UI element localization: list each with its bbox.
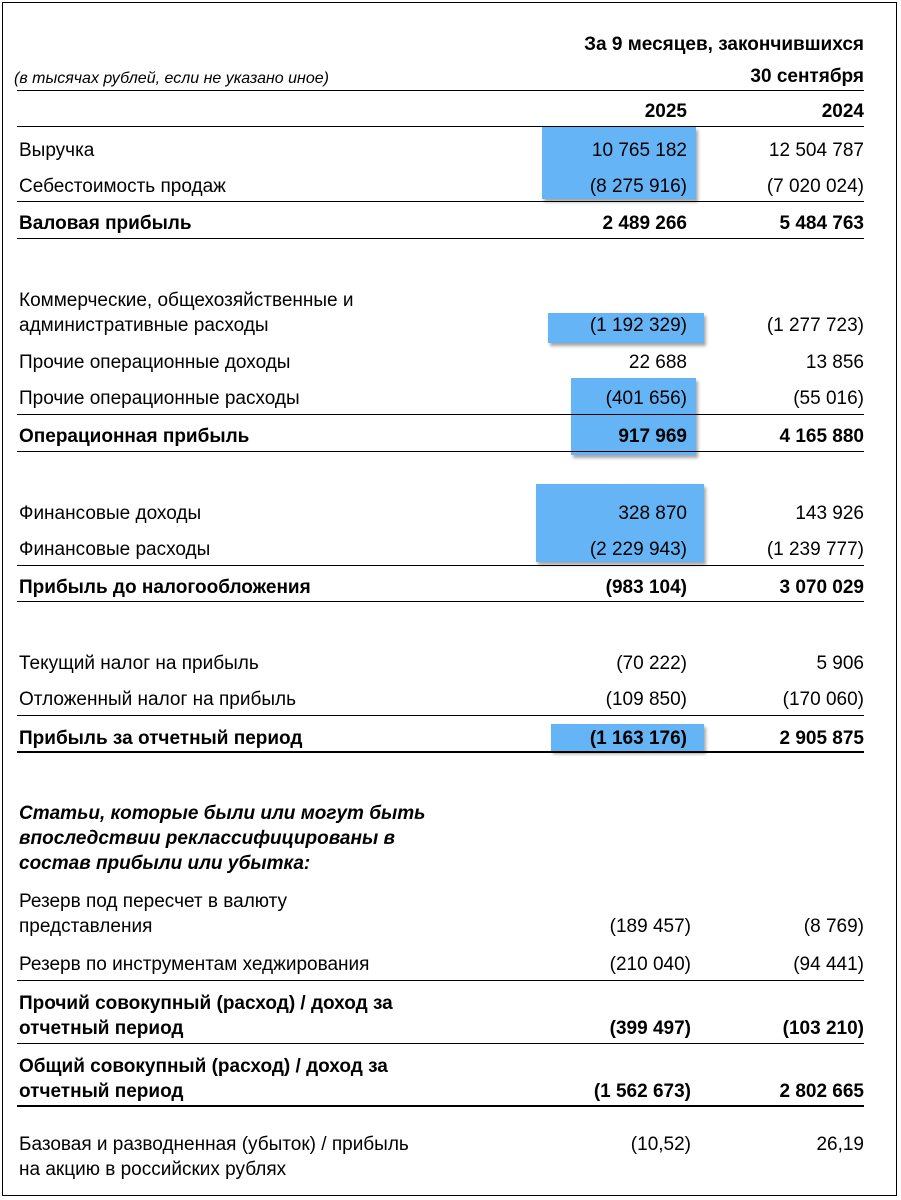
deferred-tax-label: Отложенный налог на прибыль: [19, 689, 296, 710]
oci-heading-3: состав прибыли или убытка:: [19, 853, 311, 874]
period-end: 30 сентября: [750, 66, 864, 87]
finance-costs-2025: (2 229 943): [589, 539, 687, 560]
finance-income-2024: 143 926: [795, 503, 864, 524]
revenue-label: Выручка: [19, 140, 95, 161]
year-prior: 2024: [821, 101, 864, 122]
revenue-2024: 12 504 787: [768, 140, 864, 161]
total-ci-label-1: Общий совокупный (расход) / доход за: [19, 1056, 388, 1077]
finance-income-label: Финансовые доходы: [19, 503, 202, 524]
other-expense-2024: (55 016): [793, 388, 864, 409]
eps-label-2: на акцию в российских рублях: [19, 1159, 287, 1180]
rule-gross-bottom: [17, 238, 864, 239]
finance-costs-label: Финансовые расходы: [19, 539, 211, 560]
rule-gross-top: [17, 201, 864, 202]
sga-2025: (1 192 329): [589, 315, 687, 336]
gross-profit-2025: 2 489 266: [602, 213, 687, 234]
finance-income-2025: 328 870: [618, 503, 687, 524]
translation-reserve-label-1: Резерв под пересчет в валюту: [19, 891, 288, 912]
sga-label-2: административные расходы: [19, 315, 269, 336]
finance-costs-2024: (1 239 777): [766, 539, 864, 560]
other-income-2024: 13 856: [805, 352, 864, 373]
pbt-2025: (983 104): [605, 577, 687, 598]
deferred-tax-2025: (109 850): [605, 689, 687, 710]
net-profit-label: Прибыль за отчетный период: [19, 728, 303, 749]
rule-net-top: [17, 715, 864, 716]
other-income-2025: 22 688: [628, 352, 687, 373]
oci-total-2024: (103 210): [782, 1018, 864, 1039]
operating-profit-2025: 917 969: [618, 426, 687, 447]
total-ci-2025: (1 562 673): [593, 1081, 691, 1102]
oci-total-label-2: отчетный период: [19, 1018, 184, 1039]
oci-total-label-1: Прочий совокупный (расход) / доход за: [19, 993, 393, 1014]
rule-pbt-bottom: [17, 601, 864, 602]
rule-operating-bottom: [17, 451, 864, 452]
header-rule-2: [17, 126, 864, 127]
hedging-reserve-2024: (94 441): [793, 954, 864, 975]
sga-label-1: Коммерческие, общехозяйственные и: [19, 290, 354, 311]
total-ci-label-2: отчетный период: [19, 1081, 184, 1102]
other-income-label: Прочие операционные доходы: [19, 352, 291, 373]
current-tax-2025: (70 222): [616, 653, 687, 674]
revenue-2025: 10 765 182: [591, 140, 687, 161]
eps-2024: 26,19: [816, 1134, 864, 1155]
oci-heading-2: впоследствии реклассифицированы в: [19, 828, 395, 849]
period-title: За 9 месяцев, закончившихся: [584, 34, 864, 55]
operating-profit-label: Операционная прибыль: [19, 426, 250, 447]
pbt-label: Прибыль до налогообложения: [19, 577, 311, 598]
hedging-reserve-2025: (210 040): [609, 954, 691, 975]
rule-operating-top: [17, 414, 864, 415]
cogs-2024: (7 020 024): [766, 176, 864, 197]
rule-total-ci-bottom: [17, 1105, 864, 1107]
total-ci-2024: 2 802 665: [779, 1081, 864, 1102]
units-note: (в тысячах рублей, если не указано иное): [14, 70, 329, 87]
gross-profit-2024: 5 484 763: [779, 213, 864, 234]
eps-2025: (10,52): [630, 1134, 691, 1155]
net-profit-2025: (1 163 176): [589, 728, 687, 749]
oci-heading-1: Статьи, которые были или могут быть: [19, 803, 426, 824]
header-rule-1: [17, 90, 864, 91]
rule-oci-bottom: [17, 1043, 864, 1044]
current-tax-label: Текущий налог на прибыль: [19, 653, 259, 674]
translation-reserve-label-2: представления: [19, 916, 153, 937]
sga-2024: (1 277 723): [766, 315, 864, 336]
current-tax-2024: 5 906: [816, 653, 864, 674]
translation-reserve-2025: (189 457): [609, 916, 691, 937]
other-expense-label: Прочие операционные расходы: [19, 388, 300, 409]
operating-profit-2024: 4 165 880: [779, 426, 864, 447]
deferred-tax-2024: (170 060): [782, 689, 864, 710]
gross-profit-label: Валовая прибыль: [19, 213, 192, 234]
eps-label-1: Базовая и разводненная (убыток) / прибыль: [19, 1134, 409, 1155]
pbt-2024: 3 070 029: [779, 577, 864, 598]
other-expense-2025: (401 656): [605, 388, 687, 409]
rule-oci-top: [17, 980, 864, 981]
cogs-2025: (8 275 916): [589, 176, 687, 197]
rule-net-bottom: [17, 751, 864, 753]
net-profit-2024: 2 905 875: [779, 728, 864, 749]
rule-pbt-top: [17, 565, 864, 566]
year-current: 2025: [644, 101, 687, 122]
hedging-reserve-label: Резерв по инструментам хеджирования: [19, 954, 370, 975]
cogs-label: Себестоимость продаж: [19, 176, 226, 197]
oci-total-2025: (399 497): [609, 1018, 691, 1039]
translation-reserve-2024: (8 769): [803, 916, 864, 937]
